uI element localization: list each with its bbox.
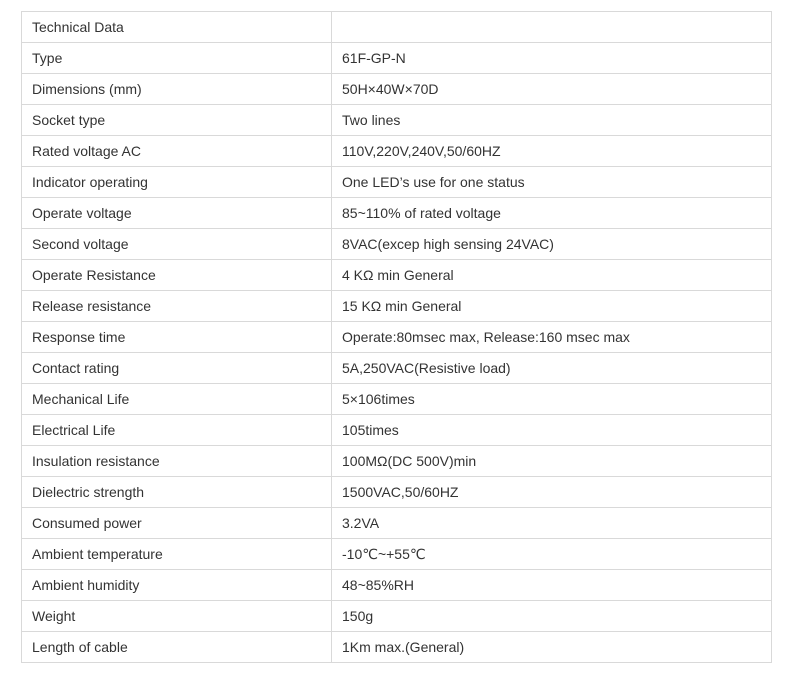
table-row	[22, 570, 772, 601]
spec-label-cell: Ambient humidity	[22, 570, 332, 601]
table-row	[22, 632, 772, 663]
table-row	[22, 322, 772, 353]
spec-value-cell: 48~85%RH	[332, 570, 772, 601]
table-row	[22, 508, 772, 539]
table-row	[22, 229, 772, 260]
spec-label-cell: Operate voltage	[22, 198, 332, 229]
spec-label-cell: Consumed power	[22, 508, 332, 539]
spec-value-cell: 1Km max.(General)	[332, 632, 772, 663]
spec-label-cell: Socket type	[22, 105, 332, 136]
spec-value-cell: 4 KΩ min General	[332, 260, 772, 291]
spec-value-cell: -10℃~+55℃	[332, 539, 772, 570]
spec-label-cell: Release resistance	[22, 291, 332, 322]
table-row	[22, 167, 772, 198]
table-row	[22, 260, 772, 291]
spec-label-cell: Insulation resistance	[22, 446, 332, 477]
table-row	[22, 291, 772, 322]
spec-value-cell: 15 KΩ min General	[332, 291, 772, 322]
spec-value-cell: 61F-GP-N	[332, 43, 772, 74]
spec-value-cell: 1500VAC,50/60HZ	[332, 477, 772, 508]
table-row	[22, 539, 772, 570]
table-row	[22, 384, 772, 415]
table-row	[22, 105, 772, 136]
spec-label-cell: Operate Resistance	[22, 260, 332, 291]
header-value-cell	[332, 12, 772, 43]
spec-value-cell: 5A,250VAC(Resistive load)	[332, 353, 772, 384]
spec-label-cell: Contact rating	[22, 353, 332, 384]
spec-label-cell: Response time	[22, 322, 332, 353]
spec-value-cell: 85~110% of rated voltage	[332, 198, 772, 229]
spec-label-cell: Type	[22, 43, 332, 74]
spec-label-cell: Ambient temperature	[22, 539, 332, 570]
spec-label-cell: Second voltage	[22, 229, 332, 260]
table-row	[22, 74, 772, 105]
spec-value-cell: 8VAC(excep high sensing 24VAC)	[332, 229, 772, 260]
spec-label-cell: Electrical Life	[22, 415, 332, 446]
spec-value-cell: 100MΩ(DC 500V)min	[332, 446, 772, 477]
spec-value-cell: 110V,220V,240V,50/60HZ	[332, 136, 772, 167]
spec-label-cell: Dimensions (mm)	[22, 74, 332, 105]
spec-label-cell: Weight	[22, 601, 332, 632]
spec-value-cell: 50H×40W×70D	[332, 74, 772, 105]
table-row	[22, 43, 772, 74]
spec-value-cell: 3.2VA	[332, 508, 772, 539]
table-row	[22, 198, 772, 229]
spec-value-cell: 105times	[332, 415, 772, 446]
table-row	[22, 136, 772, 167]
table-row	[22, 415, 772, 446]
spec-value-cell: 5×106times	[332, 384, 772, 415]
spec-label-cell: Mechanical Life	[22, 384, 332, 415]
table-row	[22, 353, 772, 384]
table-row	[22, 446, 772, 477]
technical-data-body	[22, 12, 772, 663]
spec-label-cell: Indicator operating	[22, 167, 332, 198]
spec-label-cell: Dielectric strength	[22, 477, 332, 508]
table-row	[22, 601, 772, 632]
spec-value-cell: 150g	[332, 601, 772, 632]
table-header-row	[22, 12, 772, 43]
spec-value-cell: Operate:80msec max, Release:160 msec max	[332, 322, 772, 353]
spec-value-cell: Two lines	[332, 105, 772, 136]
spec-label-cell: Rated voltage AC	[22, 136, 332, 167]
table-row	[22, 477, 772, 508]
spec-value-cell: One LED’s use for one status	[332, 167, 772, 198]
spec-label-cell: Length of cable	[22, 632, 332, 663]
header-label-cell: Technical Data	[22, 12, 332, 43]
technical-data-table	[21, 11, 772, 663]
